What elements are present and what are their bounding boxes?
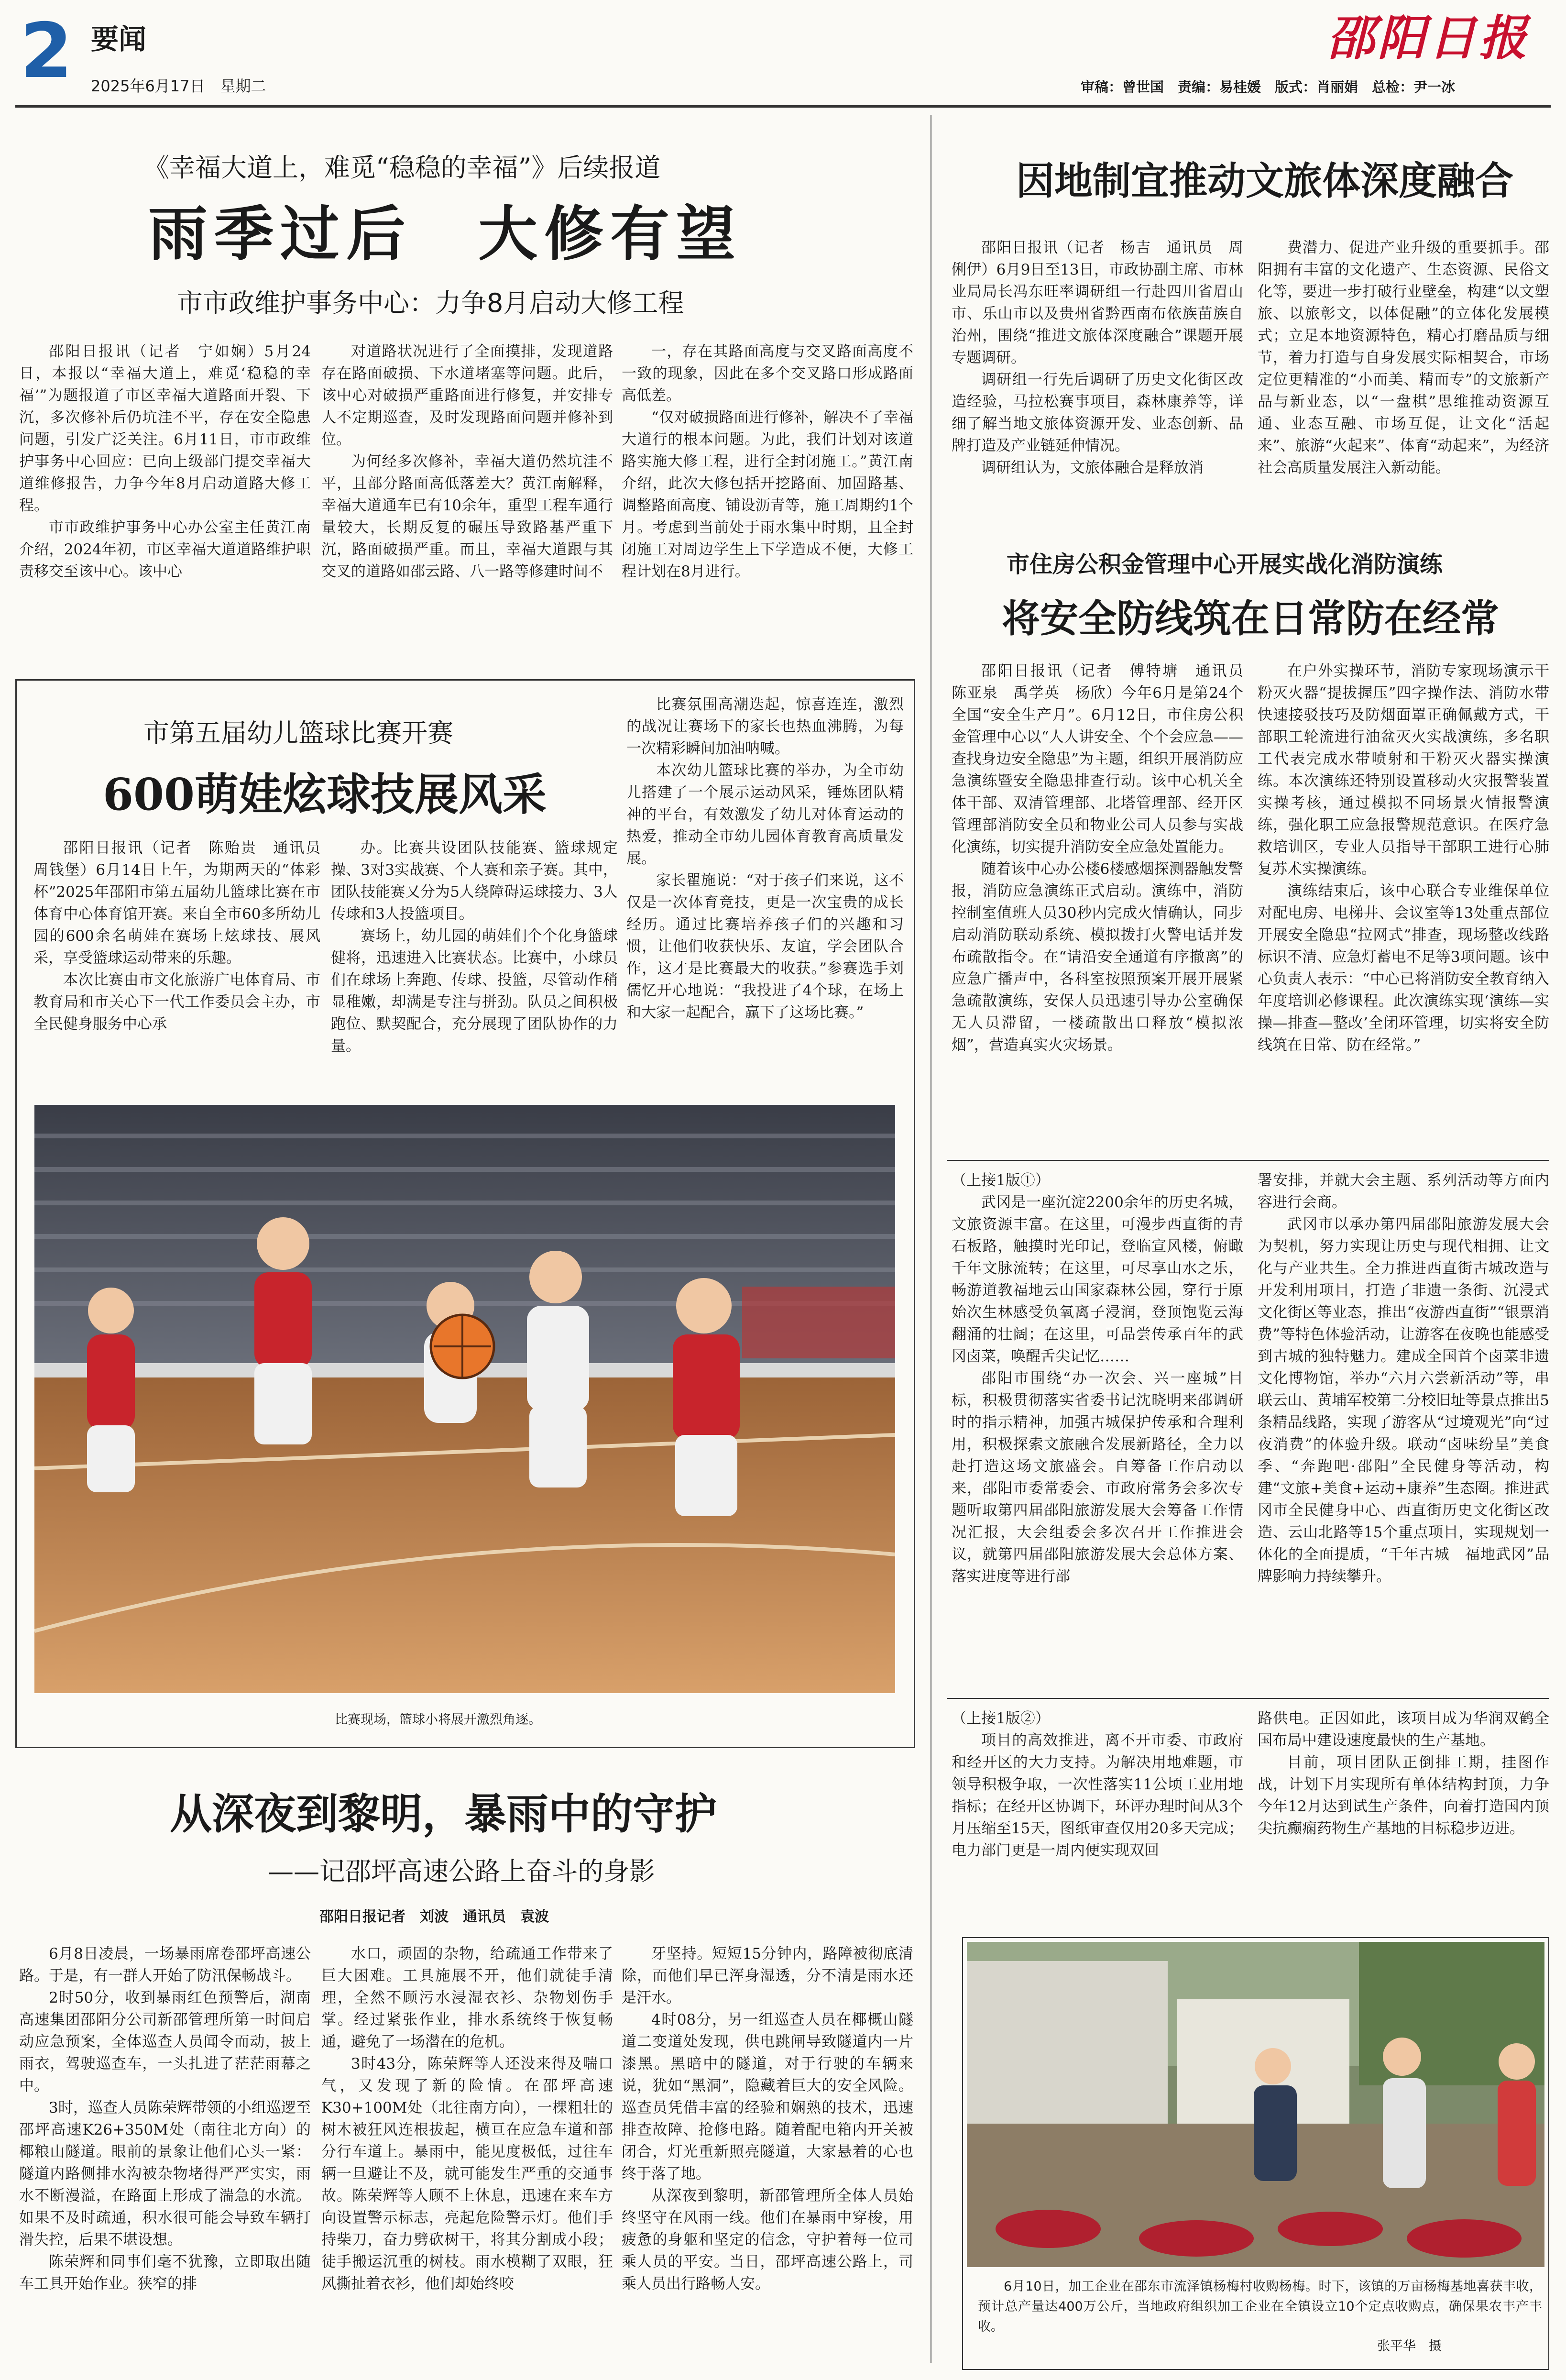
paragraph: 邵阳市围绕“办一次会、兴一座城”目标，积极贯彻落实省委书记沈晓明来邵调研时的指示精神，加强古城保护传承和合理利用，积极探索文旅融合发展新路径，全力以赴打造这场文旅盛会。自筹备工作启动以来，邵阳市委常委会、市政府常务会多次专题听取第四届邵阳旅游发展大会筹备工作情况汇报，大会组委会多次召开工作推进会议，就第四届邵阳旅游发展大会总体方案、落实进度等进行部 [952, 1370, 1243, 1585]
paragraph: 3时，巡查人员陈荣辉带领的小组巡逻至邵坪高速K26+350M处（南往北方向）的椰粮山隧道。眼前的景象让他们心头一紧：隧道内路侧排水沟被杂物堵得严严实实，雨水不断漫溢，在路面上形成了湍急的水流。如果不及时疏通，积水很可能会导致车辆打滑失控，后果不堪设想。 [19, 2099, 311, 2248]
paper-logo: 邵阳日报 [1327, 10, 1530, 66]
bayberry-photo [967, 1942, 1544, 2267]
paragraph: 目前，项目团队正倒排工期，挂图作战，计划下月实现所有单体结构封顶，力争今年12月达到试生产条件，向着打造国内顶尖抗癫痫药物生产基地的目标稳步迈进。 [1258, 1754, 1549, 1837]
article-byline: 邵阳日报记者 刘波 通讯员 袁波 [319, 1908, 549, 1925]
paragraph: “仅对破损路面进行修补，解决不了幸福大道行的根本问题。为此，我们计划对该道路实施大修工程，进行全封闭施工。”黄江南介绍，此次大修包括开挖路面、加固路基、调整路面高度、铺设沥青等，施工周期约1个月。考虑到当前处于雨水集中时期，且全封闭施工对周边学生上下学造成不便，大修工程计划在8月进行。 [622, 409, 913, 580]
paragraph: 4时08分，另一组巡查人员在椰概山隧道二变道处发现，供电跳闸导致隧道内一片漆黑。黑暗中的隧道，对于行驶的车辆来说，犹如“黑洞”，隐藏着巨大的安全风险。巡查员凭借丰富的经验和娴熟的技术，迅速排查故障、抢修电路。随着配电箱内开关被闭合，灯光重新照亮隧道，大家悬着的心也终于落了地。 [622, 2011, 913, 2182]
continuation-marker: （上接1版①） [952, 1172, 1050, 1189]
editor-credits: 审稿：曾世国 责编：易桂媛 版式：肖丽娟 总检：尹一冰 [1081, 79, 1456, 95]
paragraph: 为何经多次修补，幸福大道仍然坑洼不平，且部分路面高低落差大？黄江南解释，幸福大道通车已有10余年，重型工程车通行量较大，长期反复的碾压导致路基严重下沉，路面破损严重。而且，幸福大道跟与其交叉的道路如邵云路、八一路等修建时间不 [321, 453, 613, 580]
paragraph: 办。比赛共设团队技能赛、篮球规定操、3对3实战赛、个人赛和亲子赛。其中，团队技能赛又分为5人绕障碍运球接力、3人传球和3人投篮项目。 [331, 839, 618, 923]
article-column [626, 694, 904, 1024]
paragraph: 6月8日凌晨，一场暴雨席卷邵坪高速公路。于是，有一群人开始了防汛保畅战斗。 [19, 1945, 311, 1984]
photo-caption: 比赛现场，篮球小将展开激烈角逐。 [335, 1712, 541, 1727]
article-column [1258, 237, 1549, 479]
article-column [321, 1943, 613, 2295]
article-column [952, 1169, 1243, 1587]
article-column [19, 341, 311, 583]
article-column [321, 341, 613, 583]
basketball-photo [34, 1105, 895, 1693]
article-column [1258, 1169, 1549, 1587]
issue-date: 2025年6月17日 星期二 [91, 77, 266, 95]
paragraph: 对道路状况进行了全面摸排，发现道路存在路面破损、下水道堵塞等问题。此后，该中心对破损严重路面进行修复，并安排专人不定期巡查，及时发现路面问题并修补到位。 [321, 343, 613, 448]
page-number: 2 [20, 7, 73, 95]
paragraph: 武冈是一座沉淀2200余年的历史名城，文旅资源丰富。在这里，可漫步西直街的青石板路，触摸时光印记，登临宣风楼，俯瞰千年文脉流转；在这里，可尽享山水之乐，畅游道教福地云山国家森林公园，穿行于原始次生林感受负氧离子浸润，登顶饱览云海翻涌的壮阔；在这里，可品尝传承百年的武冈卤菜，唤醒舌尖记忆…… [952, 1194, 1243, 1365]
article-kicker: 《幸福大道上，难觅“稳稳的幸福”》后续报道 [143, 153, 661, 183]
article-subtitle: ——记邵坪高速公路上奋斗的身影 [268, 1856, 655, 1886]
article-headline: 将安全防线筑在日常防在经常 [1002, 596, 1499, 641]
paragraph: 路供电。正因如此，该项目成为华润双鹤全国布局中建设速度最快的生产基地。 [1258, 1710, 1549, 1749]
paragraph: 邵阳日报讯（记者 陈贻贵 通讯员 周钱堡）6月14日上午，为期两天的“体彩杯”2025年邵阳市第五届幼儿篮球比赛在市体育中心体育馆开赛。来自全市60多所幼儿园的600余名萌娃在赛场上炫球技、展风采，享受篮球运动带来的乐趣。 [33, 839, 335, 967]
article-headline: 600萌娃炫球技展风采 [103, 769, 547, 820]
paragraph: 邵阳日报讯（记者 傅特塘 通讯员 陈亚泉 禹学英 杨欣）今年6月是第24个全国“安全生产月”。6月12日，市住房公积金管理中心以“人人讲安全、个个会应急——查找身边安全隐患”为主题，组织开展消防应急演练暨安全隐患排查行动。该中心机关全体干部、双清管理部、北塔管理部、经开区管理部消防安全员和物业公司人员参与实战化演练，切实提升消防安全应急处置能力。 [952, 662, 1258, 856]
paragraph: 署安排，并就大会主题、系列活动等方面内容进行会商。 [1258, 1172, 1549, 1211]
paragraph: 市市政维护事务中心办公室主任黄江南介绍，2024年初，市区幸福大道道路维护职责移交至该中心。该中心 [19, 519, 311, 580]
article-kicker: 市第五届幼儿篮球比赛开赛 [143, 718, 453, 748]
paragraph: 随着该中心办公楼6楼感烟探测器触发警报，消防应急演练正式启动。演练中，消防控制室值班人员30秒内完成火情确认，同步启动消防联动系统、模拟拨打火警电话并发布疏散指令。在“请沿安全通道有序撤离”的应急广播声中，各科室按照预案开展开展紧急疏散演练，安保人员迅速引导办公室确保无人员滞留，一楼疏散出口释放“模拟浓烟”，营造真实火灾场景。 [952, 860, 1243, 1054]
paragraph: 项目的高效推进，离不开市委、市政府和经开区的大力支持。为解决用地难题，市领导积极争取，一次性落实11公顷工业用地指标；在经开区协调下，环评办理时间从3个月压缩至15天，图纸审查仅用20多天完成；电力部门更是一周内便实现双回 [952, 1732, 1243, 1859]
bayberry-photo-drawing [967, 1942, 1544, 2267]
paragraph: 演练结束后，该中心联合专业维保单位对配电房、电梯井、会议室等13处重点部位开展安全隐患“拉网式”排查，现场整改线路标识不清、应急灯蓄电不足等3项问题。该中心负责人表示：“中心已将消防安全教育纳入年度培训必修课程。此次演练实现‘演练—实操—排查—整改’全闭环管理，切实将安全防线筑在日常、防在经常。” [1258, 882, 1549, 1054]
continuation-marker: （上接1版②） [952, 1710, 1050, 1727]
section-name: 要闻 [91, 23, 147, 55]
article-subtitle: 市市政维护事务中心：力争8月启动大修工程 [177, 288, 684, 318]
basketball-photo-drawing [34, 1105, 895, 1693]
masthead-rule [15, 105, 1551, 108]
paragraph: 从深夜到黎明，新邵管理所全体人员始终坚守在风雨一线。他们在暴雨中穿梭，用疲惫的身躯和坚定的信念，守护着每一位司乘人员的平安。当日，邵坪高速公路上，司乘人员出行路畅人安。 [622, 2187, 913, 2292]
article-headline: 因地制宜推动文旅体深度融合 [1016, 158, 1513, 203]
paragraph: 邵阳日报讯（记者 杨吉 通讯员 周俐伊）6月9日至13日，市政协副主席、市林业局局长冯东旺率调研组一行赴四川省眉山市、乐山市以及贵州省黔西南布依族苗族自治州，围绕“推进文旅体深度融合”课题开展专题调研。 [952, 239, 1243, 366]
paragraph: 邵阳日报讯（记者 宁如娴）5月24日，本报以“幸福大道上，难觅‘稳稳的幸福’”为题报道了市区幸福大道路面开裂、下沉，多次修补后仍坑洼不平，存在安全隐患问题，引发广泛关注。6月11日，市市政维护事务中心回应：已向上级部门提交幸福大道维修报告，力争今年8月启动道路大修工程。 [19, 343, 311, 514]
paragraph: 比赛氛围高潮迭起，惊喜连连，激烈的战况让赛场下的家长也热血沸腾，为每一次精彩瞬间加油呐喊。 [626, 696, 904, 757]
article-column [952, 660, 1258, 1056]
photo-credit: 张平华 摄 [1377, 2339, 1442, 2354]
article-column [19, 1943, 311, 2295]
paragraph: 牙坚持。短短15分钟内，路障被彻底清除，而他们早已浑身湿透，分不清是雨水还是汗水。 [622, 1945, 913, 2006]
article-column [622, 341, 913, 583]
paragraph: 调研组一行先后调研了历史文化街区改造经验，马拉松赛事项目，森林康养等，详细了解当地文旅体资源开发、业态创新、品牌打造及产业链延伸情况。 [952, 371, 1243, 454]
paragraph: 2时50分，收到暴雨红色预警后，湖南高速集团邵阳分公司新邵管理所第一时间启动应急预案，全体巡查人员闻令而动，披上雨衣，驾驶巡查车，一头扎进了茫茫雨幕之中。 [19, 1989, 311, 2094]
article-headline: 雨季过后 大修有望 [148, 199, 743, 269]
article-column [331, 837, 618, 1057]
article-column [952, 1708, 1243, 1862]
paragraph: 本次幼儿篮球比赛的举办，为全市幼儿搭建了一个展示运动风采，锤炼团队精神的平台，有效激发了幼儿对体育运动的热爱，推动全市幼儿园体育教育高质量发展。 [626, 762, 904, 867]
paragraph: 家长瞿施说：“对于孩子们来说，这不仅是一次体育竞技，更是一次宝贵的成长经历。通过比赛培养孩子们的兴趣和习惯，让他们收获快乐、友谊，学会团队合作，这才是比赛最大的收获。”参赛选手刘儒忆开心地说：“我投进了4个球，在场上和大家一起配合，赢下了这场比赛。” [626, 872, 904, 1021]
section-divider [947, 1698, 1549, 1699]
article-headline: 从深夜到黎明，暴雨中的守护 [170, 1789, 717, 1839]
paragraph: 武冈市以承办第四届邵阳旅游发展大会为契机，努力实现让历史与现代相拥、让文化与产业共生。全力推进西直街古城改造与开发利用项目，打造了非遗一条街、沉浸式文化街区等业态，推出“夜游西直街”“银票消费”等特色体验活动，让游客在夜晚也能感受到古城的独特魅力。建成全国首个卤菜非遗文化博物馆，举办“六月六尝新活动”等，串联云山、黄埔军校第二分校旧址等景点推出5条精品线路，实现了游客从“过境观光”向“过夜消费”的体验升级。联动“卤味纷呈”美食季、“奔跑吧·邵阳”全民健身等活动，构建“文旅+美食+运动+康养”生态圈。推进武冈市全民健身中心、西直街历史文化街区改造、云山北路等15个重点项目，实现规划一体化的全面提质，“千年古城 福地武冈”品牌影响力持续攀升。 [1258, 1216, 1549, 1585]
paragraph: 费潜力、促进产业升级的重要抓手。邵阳拥有丰富的文化遗产、生态资源、民俗文化等，要进一步打破行业壁垒，构建“以文塑旅、以旅彰文，以体促融”的立体化发展模式；立足本地资源特色，精心打磨品质与细节，着力打造与自身发展实际相契合，市场定位更精准的“小而美、精而专”的文旅新产品与新业态，以“一盘棋”思维推动资源互通、业态互融、市场互促，让文化“活起来”、旅游“火起来”、体育“动起来”，为经济社会高质量发展注入新动能。 [1258, 239, 1549, 476]
paragraph: 3时43分，陈荣辉等人还没来得及喘口气，又发现了新的险情。在邵坪高速K30+100M处（北往南方向），一棵粗壮的树木被狂风连根拔起，横亘在应急车道和部分行车道上。暴雨中，能见度极低，过往车辆一旦避让不及，就可能发生严重的交通事故。陈荣辉等人顾不上休息，迅速在来车方向设置警示标志，亮起危险警示灯。他们手持柴刀，奋力劈砍树干，将其分割成小段；徒手搬运沉重的树枝。雨水模糊了双眼，狂风撕扯着衣衫，他们却始终咬 [321, 2055, 613, 2292]
article-column [622, 1943, 913, 2295]
article-column [33, 837, 335, 1035]
article-kicker: 市住房公积金管理中心开展实战化消防演练 [1007, 551, 1443, 578]
paragraph: 一，存在其路面高度与交叉路面高度不一致的现象，因此在多个交叉路口形成路面高低差。 [622, 343, 913, 404]
paragraph: 在户外实操环节，消防专家现场演示干粉灭火器“提拔握压”四字操作法、消防水带快速接驳技巧及防烟面罩正确佩戴方式，干部职工轮流进行油盆灭火实战演练，多名职工代表完成水带喷射和干粉灭火器实操演练。本次演练还特别设置移动火灾报警装置实操考核，通过模拟不同场景火情报警演练，强化职工应急报警规范意识。在医疗急救培训区，专业人员指导干部职工进行心肺复苏术实操演练。 [1258, 662, 1549, 878]
paragraph: 本次比赛由市文化旅游广电体育局、市教育局和市关心下一代工作委员会主办，市全民健身服务中心承 [33, 971, 320, 1033]
section-divider [947, 1160, 1549, 1161]
article-column [1258, 1708, 1549, 1840]
article-column [952, 237, 1243, 479]
paragraph: 陈荣辉和同事们毫不犹豫，立即取出随车工具开始作业。狭窄的排 [19, 2253, 311, 2292]
paragraph: 调研组认为，文旅体融合是释放消 [981, 459, 1204, 476]
photo-caption: 6月10日，加工企业在邵东市流泽镇杨梅村收购杨梅。时下，该镇的万亩杨梅基地喜获丰收，预计总产量达400万公斤，当地政府组织加工企业在全镇设立10个定点收购点，确保果农丰产丰收。 [978, 2279, 1542, 2334]
article-column [1258, 660, 1549, 1056]
paragraph: 赛场上，幼儿园的萌娃们个个化身篮球健将，迅速进入比赛状态。比赛中，小球员们在球场上奔跑、传球、投篮，尽管动作稍显稚嫩，却满是专注与拼劲。队员之间积极跑位、默契配合，充分展现了团队协作的力量。 [331, 927, 618, 1055]
paragraph: 水口，顽固的杂物，给疏通工作带来了巨大困难。工具施展不开，他们就徒手清理，全然不顾污水浸湿衣衫、杂物划伤手掌。经过紧张作业，排水系统终于恢复畅通，避免了一场潜在的危机。 [321, 1945, 613, 2050]
